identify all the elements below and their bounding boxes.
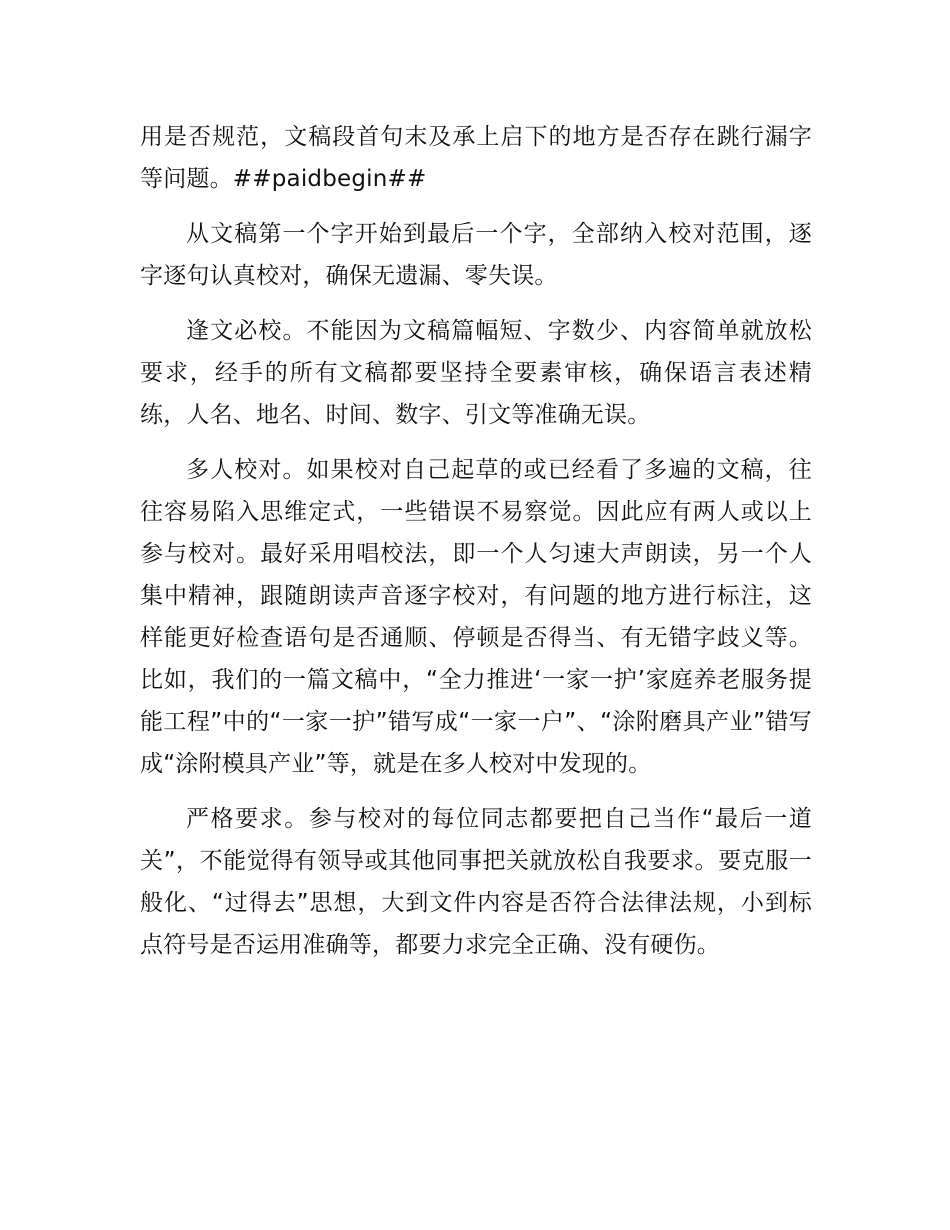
paragraph-full-coverage: 从文稿第一个字开始到最后一个字，全部纳入校对范围，逐字逐句认真校对，确保无遗漏、零失误。 bbox=[140, 221, 812, 289]
paragraph-strict-requirements: 严格要求。参与校对的每位同志都要把自己当作“最后一道关”，不能觉得有领导或其他同事把关就放松自我要求。要克服一般化、“过得去”思想，大到文件内容是否符合法律法规，小到标点符号是否运用准确等，都要力求完全正确、没有硬伤。 bbox=[140, 806, 812, 958]
paragraph-multi-person-proofreading: 多人校对。如果校对自己起草的或已经看了多遍的文稿，往往容易陷入思维定式，一些错误不易察觉。因此应有两人或以上参与校对。最好采用唱校法，即一个人匀速大声朗读，另一个人集中精神，跟随朗读声音逐字校对，有问题的地方进行标注，这样能更好检查语句是否通顺、停顿是否得当、有无错字歧义等。比如，我们的一篇文稿中，“全力推进‘一家一护’家庭养老服务提能工程”中的“一家一护”错写成“一家一户”、“涂附磨具产业”错写成“涂附模具产业”等，就是在多人校对中发现的。 bbox=[140, 457, 812, 777]
paragraph-continuation: 用是否规范，文稿段首句末及承上启下的地方是否存在跳行漏字等问题。##paidbegin## bbox=[140, 124, 812, 192]
paragraph-check-every-draft: 逢文必校。不能因为文稿篇幅短、字数少、内容简单就放松要求，经手的所有文稿都要坚持全要素审核，确保语言表述精练，人名、地名、时间、数字、引文等准确无误。 bbox=[140, 318, 812, 428]
